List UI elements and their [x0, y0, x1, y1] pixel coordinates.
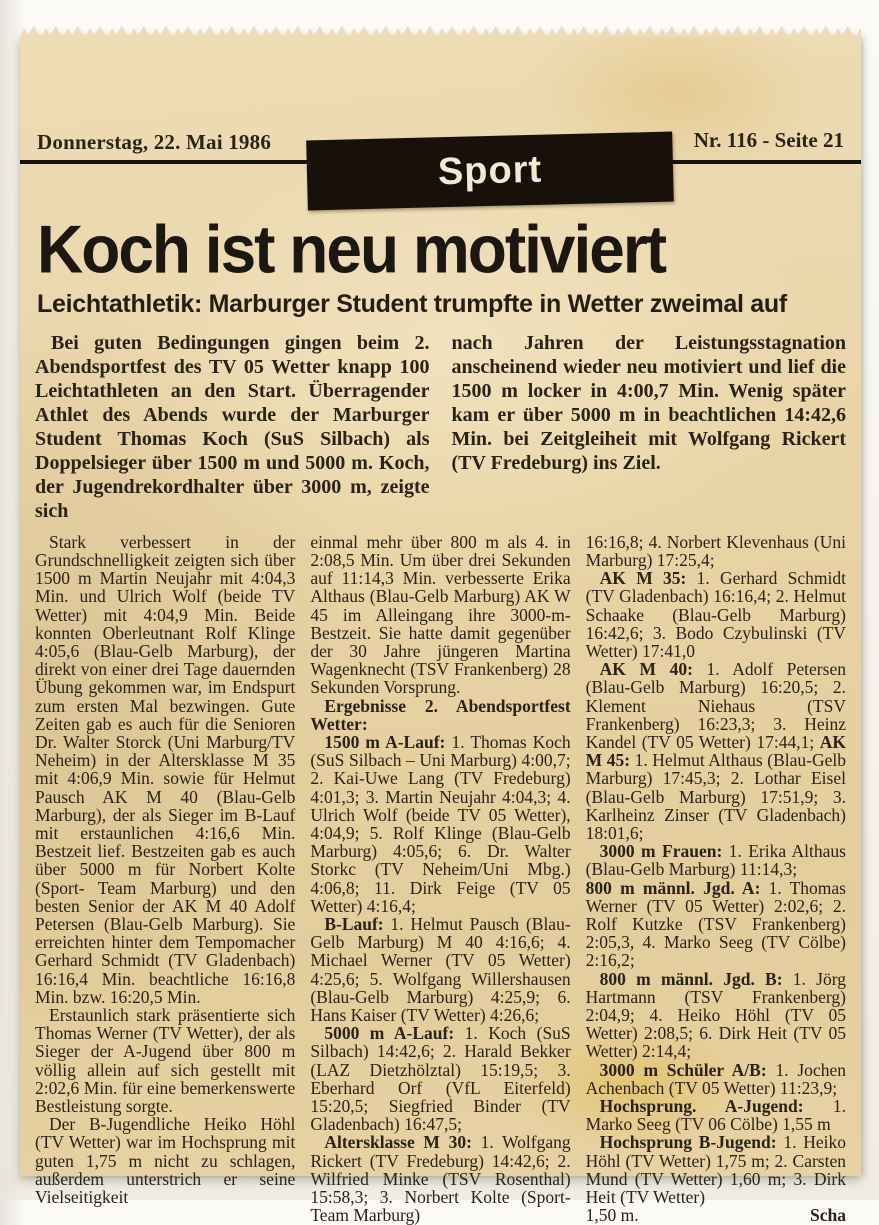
paragraph-text: 16:16,8; 4. Norbert Klevenhaus (Uni Marburg) 17:25,4; [585, 531, 846, 570]
article-paragraph [35, 1006, 295, 1115]
article-paragraph [310, 915, 570, 1024]
article-paragraph [586, 533, 846, 569]
article-paragraph [586, 660, 846, 842]
section-banner [306, 132, 674, 211]
result-category-label: 3000 m Frauen: [599, 841, 729, 862]
result-category-label: Altersklasse M 30: [324, 1132, 481, 1153]
article-paragraph [310, 1133, 570, 1224]
paragraph-text: 1. Wolfgang Rickert (TV Fredeburg) 14:42,6; 2. Wilfried Minke (TSV Rosenthal) 15:58,3; 3. Norbert Kolte (Sport-Team Marburg) [310, 1132, 571, 1225]
article-paragraph [310, 697, 570, 733]
result-category-label: Hochsprung. A-Jugend: [599, 1095, 833, 1116]
article-paragraph [310, 1024, 570, 1133]
result-category-label: B-Lauf: [324, 913, 391, 934]
publication-date: Donnerstag, 22. Mai 1986 [37, 130, 272, 154]
article-paragraph [35, 1115, 295, 1206]
result-category-label: 1500 m A-Lauf: [324, 731, 452, 752]
paragraph-text: Erstaunlich stark präsentierte sich Thomas Werner (TV Wetter), der als Sieger der A-Jugend über 800 m völlig allein auf sich gestellt mit 2:02,6 Min. für eine bemerkenswerte Bestleistung sorgte. [35, 1004, 296, 1116]
paragraph-text: 1,50 m. [585, 1205, 639, 1225]
article-body [35, 533, 846, 1225]
result-category-label: AK M 45: [585, 731, 846, 771]
paragraph-text: 1. Helmut Althaus (Blau-Gelb Marburg) 17:45,3; 2. Lothar Eisel (Blau-Gelb Marburg) 17:51,9; 3. Karlheinz Zinser (TV Gladenbach) 18:01,6; [585, 750, 846, 843]
paragraph-text: 1. Gerhard Schmidt (TV Gladenbach) 16:16,4; 2. Helmut Schaake (Blau-Gelb Marburg) 16:42,6; 3. Bodo Czybulinski (TV Wetter) 17:41,0 [585, 568, 846, 661]
paragraph-text: 1. Jochen Achenbach (TV 05 Wetter) 11:23,9; [585, 1059, 846, 1098]
paragraph-text: Stark verbessert in der Grundschnelligkeit zeigten sich über 1500 m Martin Neujahr mit 4:04,3 Min. und Ulrich Wolf (beide TV Wetter) mit 4:04,9 Min. Beide konnten Oberleutnant Rolf Klinge 4:05,6 (Blau-Gelb Marburg), der direkt von einer drei Tage dauernden Übung gekommen war, im Endspurt zum ersten Mal bezwingen. Gute Zeiten gab es auch für die Senioren Dr. Walter Storck (Uni Marburg/TV Neheim) in der Altersklasse M 35 mit 4:06,9 Min. sowie für Helmut Pausch AK M 40 (Blau-Gelb Marburg), der als Sieger im B-Lauf mit erstaunlichen 4:16,6 Min. Bestzeit lief. Bestzeiten gab es auch über 5000 m für Norbert Kolte (Sport- Team Marburg) und den besten Senior der AK M 40 Adolf Petersen (Blau-Gelb Marburg). Sie erreichten hinter dem Tempomacher Gerhard Schmidt (TV Gladenbach) 16:16,4 Min. beachtliche 16:16,8 Min. bzw. 16:20,5 Min. [35, 531, 296, 1007]
article-paragraph [310, 733, 570, 915]
article-paragraph [586, 1133, 846, 1206]
result-category-label: 800 m männl. Jgd. B: [599, 968, 793, 989]
intro-column-right: nach Jahren der Leistungsstagnation anscheinend wieder neu motiviert und lief die 1500 m locker in 4:00,7 Min. Wenig später kam er über 5000 m in beachtlichen 14:42,6 Min. bei Zeitgleiheit mit Wolfgang Rickert (TV Fredeburg) ins Ziel. [451, 331, 846, 474]
result-category-label: Hochsprung B-Jugend: [599, 1132, 784, 1153]
result-category-label: 5000 m A-Lauf: [324, 1023, 465, 1044]
intro-section [35, 331, 846, 523]
result-category-label: 800 m männl. Jgd. A: [585, 877, 769, 898]
paragraph-tail-line [586, 1206, 846, 1224]
article-paragraph [35, 533, 295, 1006]
paragraph-text: 1. Thomas Werner (TV 05 Wetter) 2:02,6; 2. Rolf Kutzke (TSV Frankenberg) 2:05,3, 4. Marko Seeg (TV Cölbe) 2:16,2; [585, 877, 846, 971]
paragraph-text: 1. Jörg Hartmann (TSV Frankenberg) 2:04,9; 4. Heiko Höhl (TV 05 Wetter) 2:08,5; 6. Dirk Heit (TV 05 Wetter) 2:14,4; [585, 968, 846, 1062]
paragraph-text: Der B-Jugendliche Heiko Höhl (TV Wetter) war im Hochsprung mit guten 1,75 m nicht zu schlagen, außerdem unterstrich er seine Vielseitigkeit [35, 1114, 296, 1207]
article-paragraph [586, 1061, 846, 1097]
result-category-label: AK M 40: [599, 659, 707, 680]
article-paragraph [310, 533, 570, 697]
body-column-1 [35, 533, 295, 1225]
intro-column-left: Bei guten Bedingungen gingen beim 2. Abendsportfest des TV 05 Wetter knapp 100 Leichtathleten an den Start. Überragender Athlet des Abends wurde der Marburger Student Thomas Koch (SuS Silbach) als Doppelsieger über 1500 m und 5000 m. Koch, der Jugendrekordhalter über 3000 m, zeigte sich [35, 331, 430, 522]
paragraph-text: 1. Adolf Petersen (Blau-Gelb Marburg) 16:20,5; 2. Klement Niehaus (TSV Frankenberg) 16:23,3; 3. Heinz Kandel (TV 05 Wetter) 17:44,1; [585, 659, 846, 752]
section-banner-label: Sport [437, 148, 543, 193]
result-category-label: 3000 m Schüler A/B: [599, 1059, 776, 1080]
newspaper-clipping [20, 36, 861, 1225]
article-paragraph [586, 879, 846, 970]
page-number: Nr. 116 - Seite 21 [693, 128, 844, 152]
paragraph-text: 1. Koch (SuS Silbach) 14:42,6; 2. Harald Bekker (LAZ Dietzhölztal) 15:19,5; 3. Eberhard Orf (VfL Eiterfeld) 15:20,5; Siegfried Binder (TV Gladenbach) 16:47,5; [310, 1023, 571, 1135]
article-paragraph [586, 1097, 846, 1133]
body-column-2 [310, 533, 570, 1225]
subheadline: Leichtathletik: Marburger Student trumpfte in Wetter zweimal auf [37, 290, 787, 319]
page-header [35, 36, 846, 212]
headline: Koch ist neu motiviert [37, 210, 666, 288]
result-category-label: Ergebnisse 2. Abendsportfest Wetter: [310, 695, 571, 734]
paragraph-text: 1. Marko Seeg (TV 06 Cölbe) 1,55 m [585, 1095, 846, 1135]
author-signature: Scha [810, 1205, 846, 1225]
result-category-label: AK M 35: [599, 568, 697, 589]
paragraph-text: 1. Heiko Höhl (TV Wetter) 1,75 m; 2. Carsten Mund (TV Wetter) 1,60 m; 3. Dirk Heit (TV Wetter) [585, 1132, 846, 1207]
article-paragraph [586, 970, 846, 1061]
paragraph-text: 1. Erika Althaus (Blau-Gelb Marburg) 11:14,3; [585, 841, 846, 880]
paragraph-text: einmal mehr über 800 m als 4. in 2:08,5 Min. Um über drei Sekunden auf 11:14,3 Min. verbesserte Erika Althaus (Blau-Gelb Marburg) AK W 45 im Alleingang ihre 3000-m-Bestzeit. Sie hatte damit gegenüber der 30 Jahre jüngeren Martina Wagenknecht (TSV Frankenberg) 28 Sekunden Vorsprung. [310, 531, 571, 698]
paragraph-text: 1. Thomas Koch (SuS Silbach – Uni Marburg) 4:00,7; 2. Kai-Uwe Lang (TV Fredeburg) 4:01,3; 3. Martin Neujahr 4:04,3; 4. Ulrich Wolf (beide TV 05 Wetter), 4:04,9; 5. Rolf Klinge (Blau-Gelb Marburg) 4:05,6; 6. Dr. Walter Storkc (TV Neheim/Uni Mbg.) 4:06,8; 11. Dirk Feige (TV 05 Wetter) 4:16,4; [310, 731, 571, 916]
article-paragraph [586, 569, 846, 660]
body-column-3 [586, 533, 846, 1225]
article-paragraph [586, 842, 846, 878]
paragraph-text: 1. Helmut Pausch (Blau-Gelb Marburg) M 40 4:16,6; 4. Michael Werner (TV 05 Wetter) 4:25,6; 5. Wolfgang Willershausen (Blau-Gelb Marburg) 4:25,9; 6. Hans Kaiser (TV Wetter) 4:26,6; [310, 913, 571, 1025]
